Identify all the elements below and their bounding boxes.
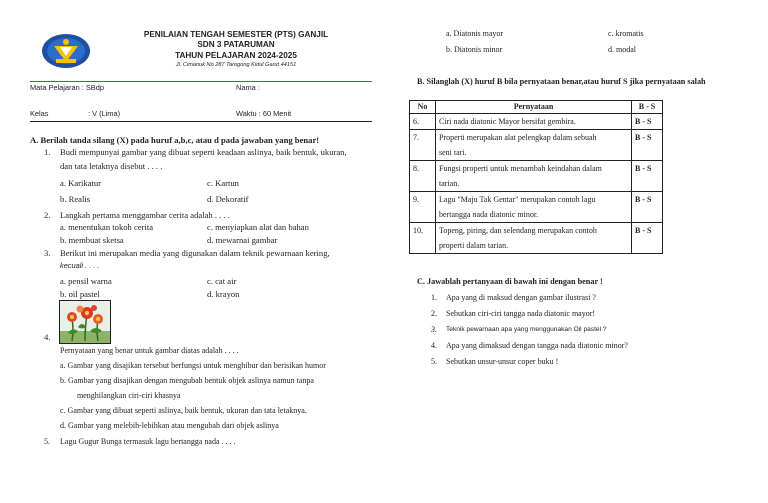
option-d: d. Dekoratif (207, 194, 249, 204)
option-b: b. Realis (60, 194, 91, 204)
statement-line: Topeng, piring, dan selendang merupakan contoh (439, 226, 597, 235)
question-number: 5. (44, 437, 50, 446)
statement-line: Properti merupakan alat pelengkap dalam sebuah (439, 133, 597, 142)
question-text: Berikut ini merupakan media yang digunakan dalam teknik pewarnaan kering, (60, 248, 330, 258)
school-name: SDN 3 PATARUMAN (197, 40, 275, 49)
table-row (410, 223, 663, 254)
statement-table (409, 100, 663, 254)
question-number: 1. (431, 293, 437, 302)
school-address: Jl. Cimanuk No 287 Tarogong Kidul Garut 44151 (175, 62, 297, 68)
question-number: 3. (431, 325, 437, 334)
class-value: : V (Lima) (88, 109, 121, 118)
row-statement (436, 130, 632, 161)
option-c: c. menyiapkan alat dan bahan (207, 222, 309, 232)
row-bs-choice[interactable]: B - S (632, 114, 663, 130)
question-number: 4. (44, 332, 51, 342)
row-bs-choice[interactable]: B - S (632, 161, 663, 192)
section-c-heading: C. Jawablah pertanyaan di bawah ini dengan benar ! (417, 277, 603, 286)
row-bs-choice[interactable]: B - S (632, 130, 663, 161)
row-bs-choice[interactable]: B - S (632, 192, 663, 223)
option-a: a. pensil warna (60, 276, 112, 286)
option-b: b. membuat sketsa (60, 235, 124, 245)
row-number: 8. (410, 161, 436, 192)
question-text: Lagu Gugur Bunga termasuk lagu bertangga nada . . . . (60, 437, 236, 446)
question-number: 2. (44, 210, 51, 220)
question-number: 2. (431, 309, 437, 318)
row-number: 6. (410, 114, 436, 130)
question-text: kecuali . . . . (60, 261, 100, 270)
statement-line: bertangga nada diatonic minor. (439, 210, 539, 219)
option-c: c. cat air (207, 276, 237, 286)
option-d: d. Gambar yang melebih-lebihkan atau mengubah dari objek aslinya (60, 421, 279, 430)
row-statement (436, 114, 632, 130)
time-field: Waktu : 60 Menit (236, 109, 292, 118)
question-text: Langkah pertama menggambar cerita adalah . . . . (60, 210, 230, 220)
header-statement: Pernyataan (436, 101, 632, 114)
row-statement (436, 161, 632, 192)
question-text: Teknik pewarnaan apa yang menggunakan Oil pastel ? (446, 326, 607, 333)
option-b: b. Gambar yang disajikan dengan mengubah bentuk objek aslinya namun tanpa (60, 376, 314, 385)
question-text: Pernyataan yang benar untuk gambar diatas adalah . . . . (60, 346, 239, 355)
question-text: Apa yang dimaksud dengan tangga nada diatonic minor? (446, 341, 628, 350)
class-label: Kelas (30, 109, 49, 118)
option-d: d. modal (608, 45, 636, 54)
option-c: c. kromatis (608, 29, 644, 38)
statement-line: seni tari. (439, 148, 467, 157)
name-field: Nama : (236, 83, 260, 92)
option-d: d. mewarnai gambar (207, 235, 278, 245)
statement-line: Lagu "Maju Tak Gentar" merupakan contoh lagu (439, 195, 596, 204)
question-text: dan tata letaknya disebut . . . . (60, 161, 163, 171)
option-c: c. Kartun (207, 178, 239, 188)
section-a-heading: A. Berilah tanda silang (X) pada huruf a,b,c, atau d pada jawaban yang benar! (30, 135, 320, 145)
option-a: a. Diatonis mayor (446, 29, 504, 38)
statement-line: properti dalam tarian. (439, 241, 509, 250)
subject-field: Mata Pelajaran : SBdp (30, 83, 104, 92)
row-number: 7. (410, 130, 436, 161)
row-bs-choice[interactable]: B - S (632, 223, 663, 254)
question-number: 1. (44, 147, 51, 157)
exam-title: PENILAIAN TENGAH SEMESTER (PTS) GANJIL (143, 30, 329, 39)
option-b: b. oil pastel (60, 289, 100, 299)
option-a: a. menentukan tokoh cerita (60, 222, 154, 232)
row-statement (436, 192, 632, 223)
option-d: d. krayon (207, 289, 240, 299)
question-number: 3. (44, 248, 51, 258)
question-text: Apa yang di maksud dengan gambar ilustrasi ? (446, 293, 596, 302)
statement-line: Ciri nada diatonic Mayor bersifat gembira. (439, 117, 576, 126)
statement-line: tarian. (439, 179, 460, 188)
option-a: a. Gambar yang disajikan tersebut berfungsi untuk menghibur dan berisikan humor (60, 361, 326, 370)
question-text: Budi mempunyai gambar yang dibuat seperti keadaan aslinya, baik bentuk, ukuran, (60, 147, 347, 157)
option-b: b. Diatonis minor (446, 45, 503, 54)
table-row (410, 114, 663, 130)
table-row (410, 130, 663, 161)
table-row (410, 192, 663, 223)
section-b-heading: B. Silanglah (X) huruf B bila pernyataan benar,atau huruf S jika pernyataan salah (417, 77, 706, 86)
question-number: 4. (431, 341, 437, 350)
option-a: a. Karikatur (60, 178, 102, 188)
flower-illustration (59, 300, 111, 344)
row-statement (436, 223, 632, 254)
question-text: Sebutkan unsur-unsur coper buku ! (446, 357, 559, 366)
table-row (410, 161, 663, 192)
header-no: No (410, 101, 436, 114)
option-c: c. Gambar yang dibuat seperti aslinya, baik bentuk, ukuran dan tata letaknya. (60, 406, 307, 415)
meta-divider (30, 121, 372, 122)
statement-line: Fungsi properti untuk menambah keindahan dalam (439, 164, 602, 173)
header-bs: B - S (632, 101, 663, 114)
academic-year: TAHUN PELAJARAN 2024-2025 (175, 51, 297, 60)
row-number: 9. (410, 192, 436, 223)
question-text: Sebutkan ciri-ciri tangga nada diatonic mayor! (446, 309, 596, 318)
table-header-row (410, 101, 663, 114)
option-b-cont: menghilangkan ciri-ciri khasnya (77, 391, 181, 400)
row-number: 10. (410, 223, 436, 254)
header-divider (30, 81, 372, 82)
question-number: 5. (431, 357, 437, 366)
school-logo (40, 32, 92, 70)
